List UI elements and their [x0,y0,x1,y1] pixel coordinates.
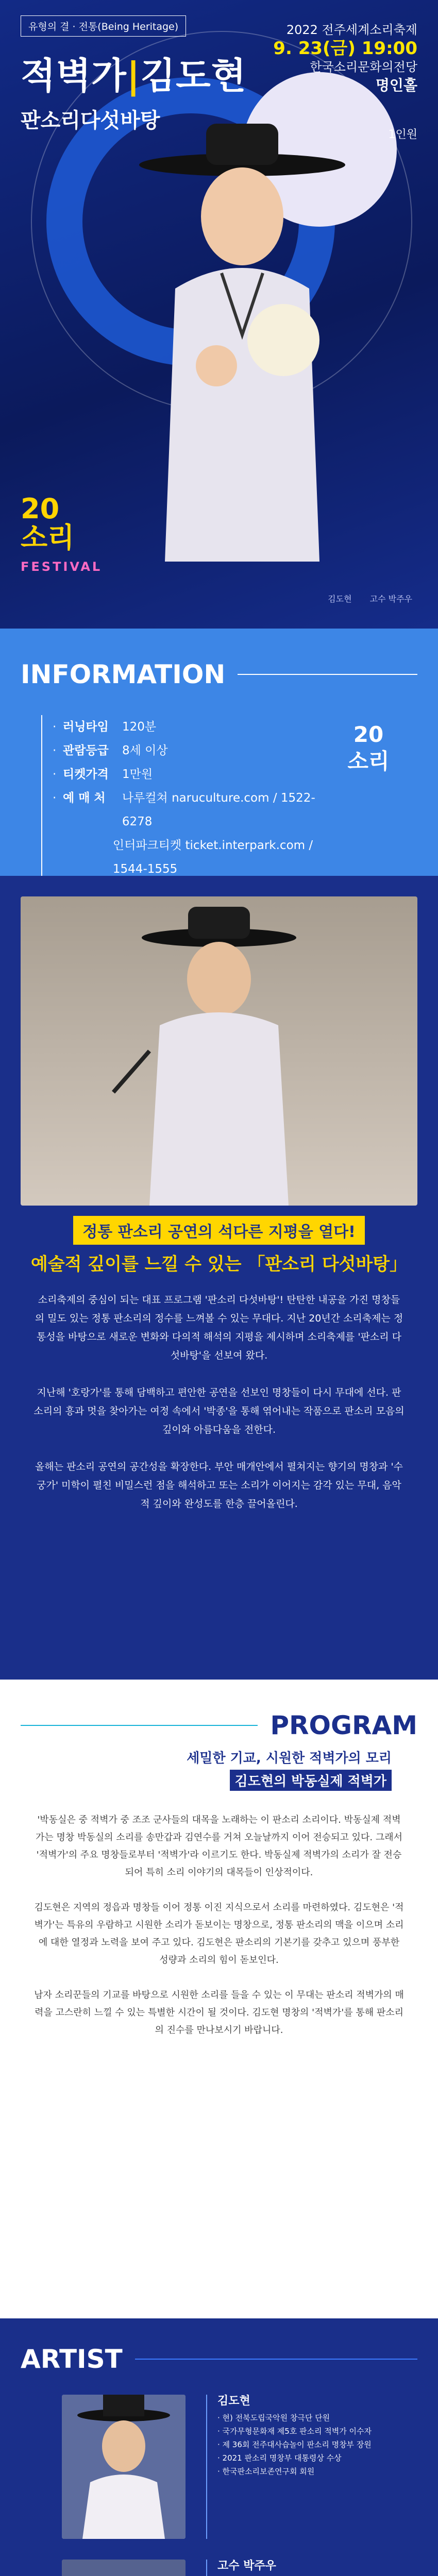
performer-figure-icon [21,896,417,1206]
performer-illustration [129,118,356,562]
heading-line [135,2359,417,2360]
program-title: 세밀한 기교, 시원한 적벽가의 모리 김도현의 박동실제 적벽가 [0,1748,438,1791]
artist-bio: 김도현 · 현) 전북도립국악원 창극단 단원 · 국가무형문화재 제5호 판소리 적벽가 이수자 · 제 36회 전주대사습놀이 판소리 명창부 장원 · 2021 판소리 명창부 대통령상 수상 · 한국판소리보존연구회 회원 [206,2395,423,2539]
hero-tag: 유형의 결 · 전통(Being Heritage) [21,15,186,37]
artist-name: 김도현 [217,2395,250,2408]
story-text [33,1291,405,1513]
story-headline: 예술적 깊이를 느낄 수 있는 「판소리 다섯바탕」 [30,1254,408,1275]
story-paragraph: 소리축제의 중심이 되는 대표 프로그램 '판소리 다섯바탕'! 탄탄한 내공을 가진 명창들의 밀도 있는 정통 판소리의 정수를 느껴볼 수 있는 무대다. 지난 20년간 소리축제는 정통성을 바탕으로 새로운 변화와 다의적 해석의 지평을 제시하며 소리축제를 '판소리 다섯바탕'을 선보여 왔다. [35,1294,403,1361]
festival-logo-small: 20 소리 [347,722,390,774]
artist-card [62,2560,438,2576]
hall: 명인홀 [375,77,417,94]
information-heading: INFORMATION [21,659,226,689]
title-divider: | [126,55,141,97]
avatar-icon [62,2560,186,2576]
hero-poster [0,0,438,629]
artist-photo [62,2395,186,2539]
title-name: 김도현 [140,55,247,97]
info-row: · 러닝타임 120분 [53,720,157,734]
artist-card [62,2395,438,2539]
hero-credit: 김도현 고수 박주우 [328,594,412,604]
heading-line [21,1725,258,1726]
festival-logo: 20 소리 FESTIVAL [21,493,103,574]
story-paragraph: 지난해 '호랑가'를 통해 담백하고 편안한 공연을 선보인 명창들이 다시 무대에 선다. 판소리의 흥과 멋을 찾아가는 여정 속에서 '박종'을 통해 엮어내는 작품으로 판소리 모음의 깊이와 아름다움을 전한다. [33,1387,405,1435]
program-paragraph: 남자 소리꾼들의 기교를 바탕으로 시원한 소리를 들을 수 있는 이 무대는 판소리 적벽가의 매력을 고스란히 느낄 수 있는 특별한 시간이 될 것이다. 김도현 명창의 '적벽가'를 통해 판소리의 진수를 만나보시기 바랍니다. [34,1990,404,2036]
festival-name: 2022 전주세계소리축제 [286,23,417,37]
info-row [53,834,345,881]
program-paragraph: 김도현은 지역의 정읍과 명창들 이어 정통 이진 지식으로서 소리를 마련하였다. 김도현은 '적벽가'는 특유의 우람하고 시원한 소리가 돋보이는 명창으로, 정통 판소리의 맥을 이으며 소리에 대한 열정과 노력을 보여 주고 있다. 김도현은 판소리의 기본기를 갖추고 있으며 풍부한 성량과 소리의 힘이 돋보인다. [34,1902,404,1965]
title-part1: 적벽가 [21,55,127,97]
program-paragraph: '박동실은 중 적벽가 중 조조 군사들의 대목을 노래하는 이 판소리 소리이다. 박동실제 적벽가는 명창 박동실의 소리를 송만갑과 김연수를 거쳐 오늘날까지 이어 전승되고 있다. 그래서 '적벽가'의 주요 명창들로부터 '적벽가'라 이르기도 한다. 박동실제 적벽가의 소리가 잘 전승되어 특히 소리 이야기의 대목들이 인상적이다. [35,1815,402,1878]
information-heading-row [0,659,438,689]
story-tag: 정통 판소리 공연의 석다른 지평을 열다! [73,1216,365,1245]
program-heading: PROGRAM [270,1710,417,1740]
information-section [0,629,438,876]
program-text [33,1811,405,2039]
info-row: · 관람등급 8세 이상 [53,744,168,757]
artist-name: 고수 박주우 [217,2560,276,2572]
story-paragraph: 올해는 판소리 공연의 공간성을 확장한다. 부안 매개안에서 펼쳐지는 향기의 명창과 '수궁가' 미학이 펼친 비밀스런 점을 해석하고 또는 소리가 이어지는 감각 있는 무대, 음악적 깊이와 완성도를 한층 끌어올린다. [35,1461,403,1510]
artist-heading: ARTIST [21,2344,123,2374]
heading-line [238,674,417,675]
info-row: · 티켓가격 1만원 [53,768,153,781]
booking-link-interpark[interactable]: 인터파크티켓 ticket.interpark.com / 1544-1555 [112,839,313,876]
booking-link-naru[interactable]: 나루컬쳐 naruculture.com / 1522-6278 [122,791,315,828]
performer-photo [21,896,417,1206]
story-section [0,876,438,1680]
info-row: · 예 매 처 나루컬쳐 naruculture.com / 1522-6278 [53,786,345,834]
information-list [41,715,345,881]
program-heading-row [0,1710,438,1740]
artist-heading-row [0,2344,438,2374]
show-date: 9. 23(금) 19:00 [273,38,417,59]
artist-bio [206,2560,423,2576]
hero-subtitle: 판소리다섯바탕 [21,109,160,132]
program-section [0,1680,438,2318]
duration: 1인원 [388,128,417,141]
artist-photo [62,2560,186,2576]
avatar-icon [62,2395,186,2539]
venue: 한국소리문화의전당 [310,60,417,74]
artist-section [0,2318,438,2576]
